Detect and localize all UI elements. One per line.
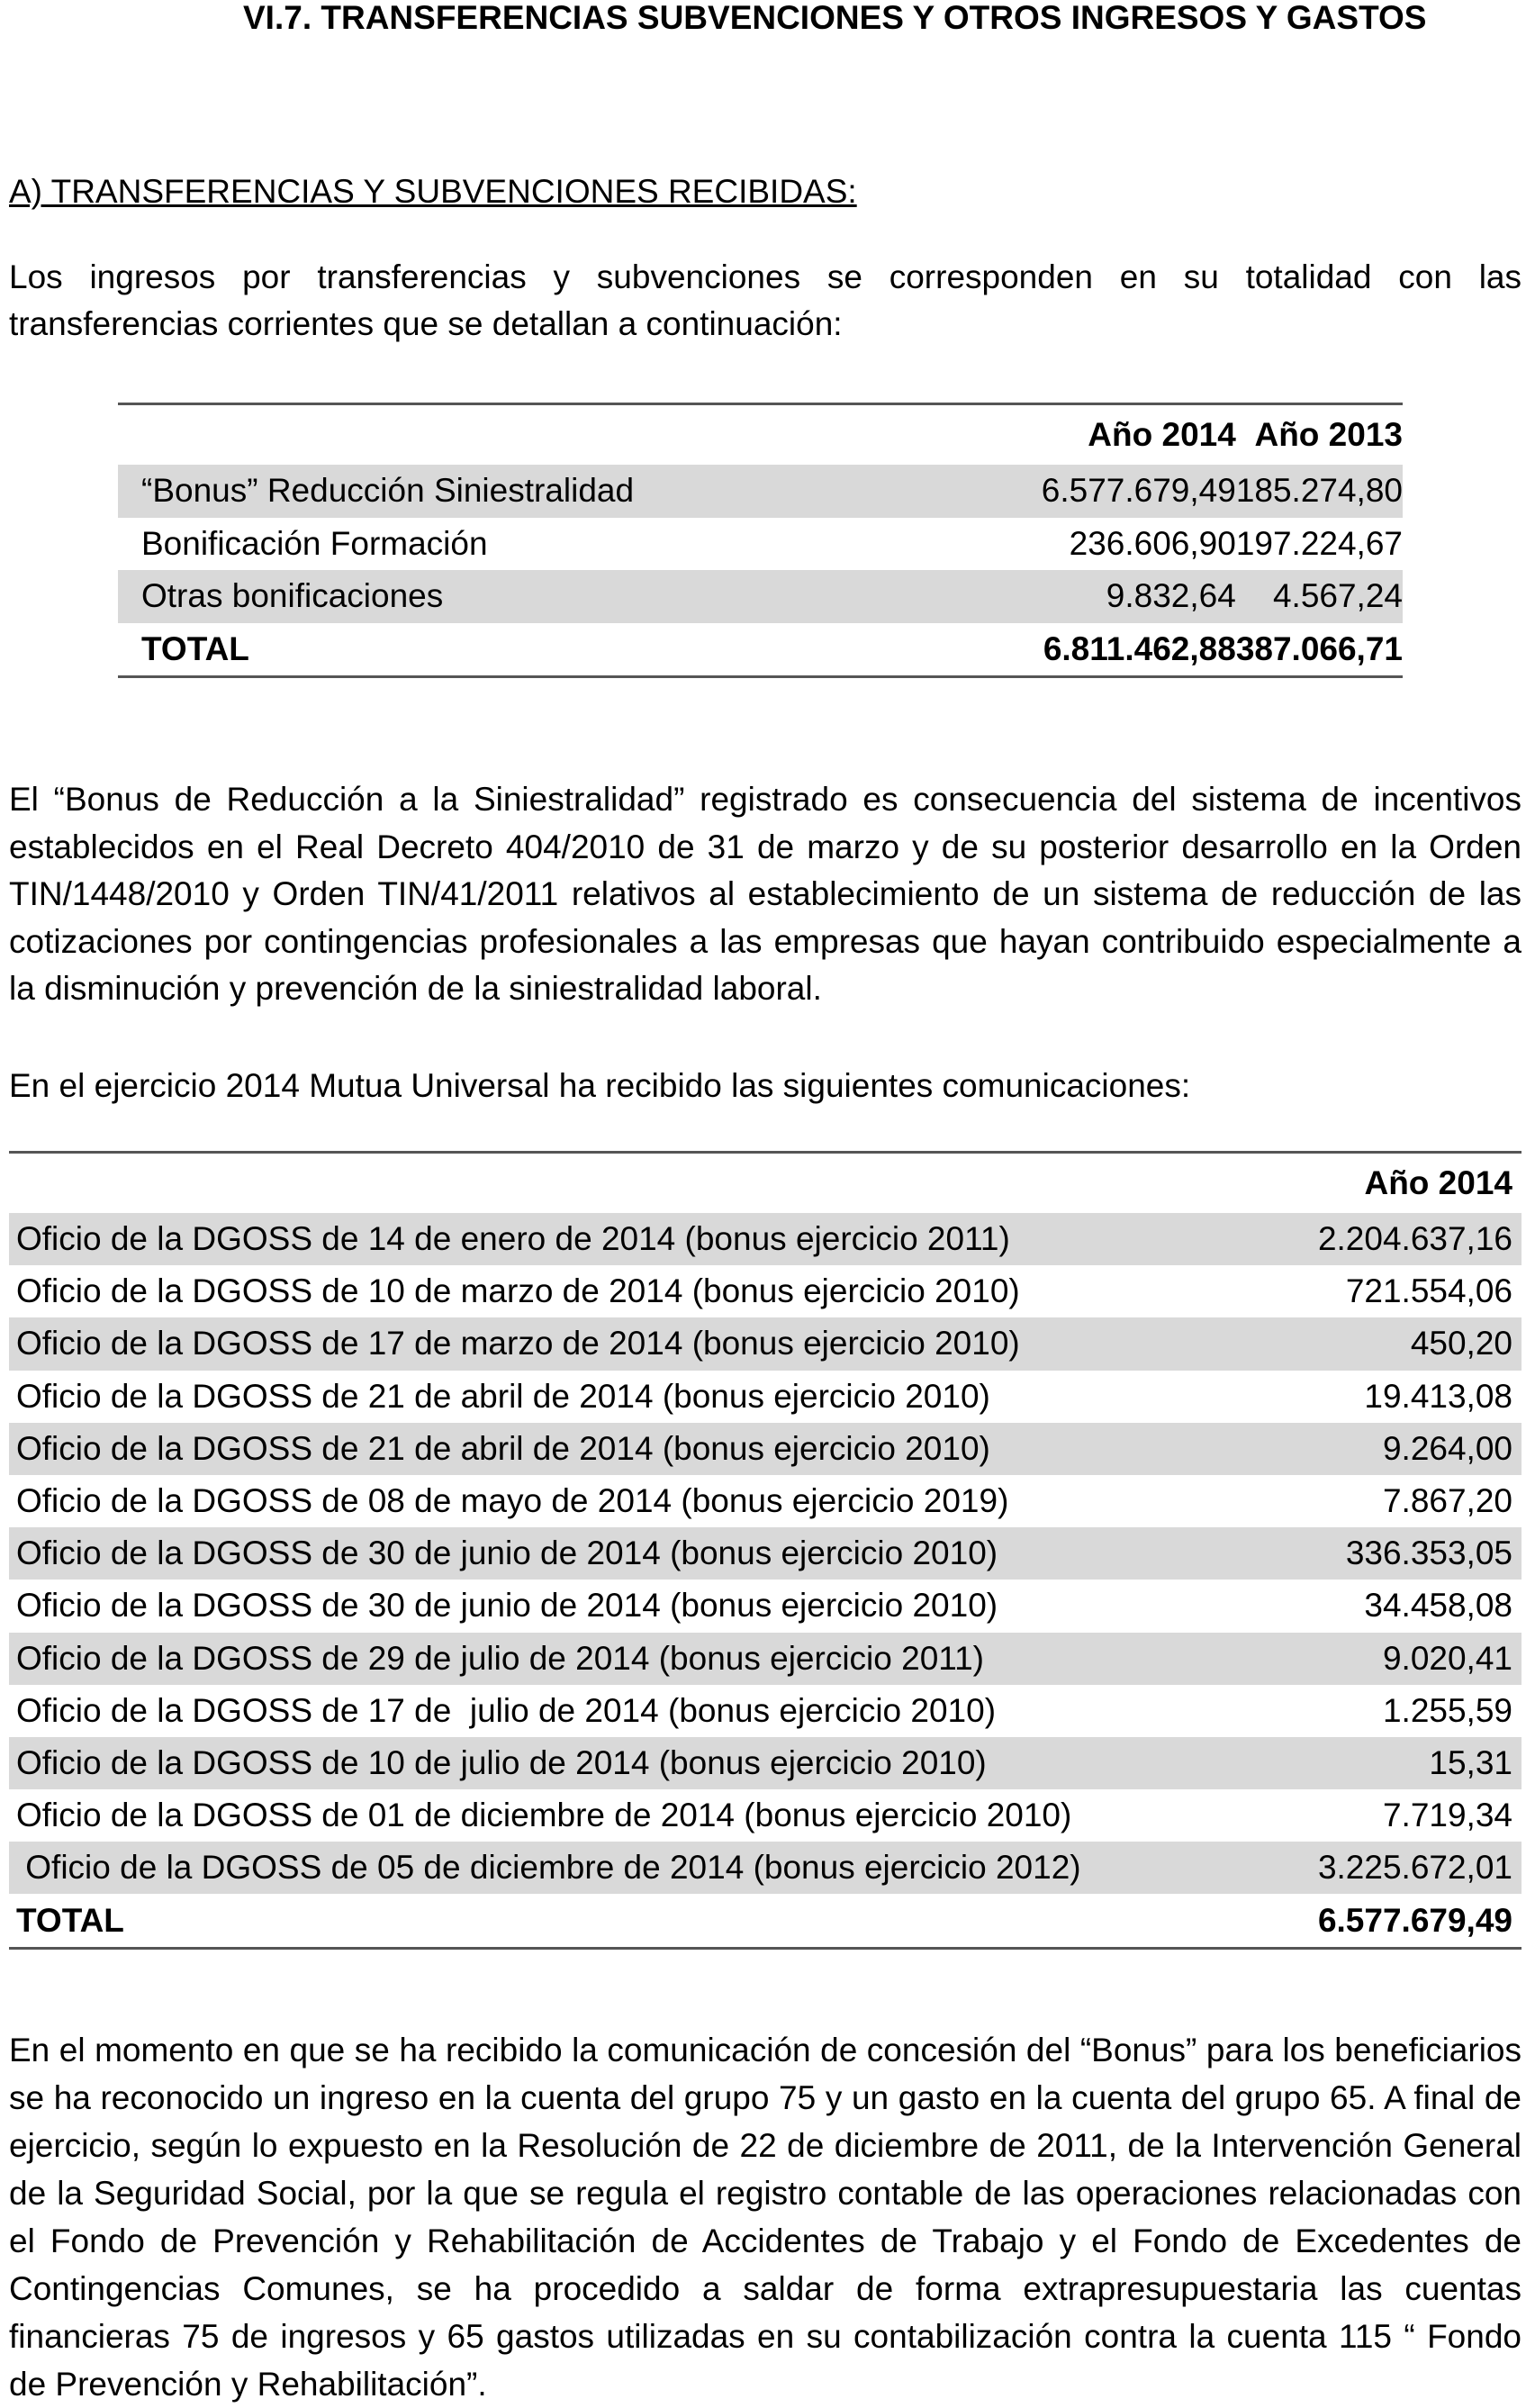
table-row xyxy=(9,1842,1521,1894)
row-value: 9.264,00 xyxy=(1280,1423,1521,1475)
table-row xyxy=(118,570,1403,623)
table-row xyxy=(9,1475,1521,1527)
row-label: Oficio de la DGOSS de 30 de junio de 2014 (bonus ejercicio 2010) xyxy=(9,1527,1280,1580)
total-label: TOTAL xyxy=(9,1894,1280,1948)
table-row xyxy=(9,1265,1521,1317)
transfers-table xyxy=(118,403,1403,678)
col-header-2014: Año 2014 xyxy=(1280,1153,1521,1214)
row-label: Oficio de la DGOSS de 01 de diciembre de 2014 (bonus ejercicio 2010) xyxy=(16,1797,1072,1834)
row-value: 15,31 xyxy=(1280,1737,1521,1789)
row-label: Bonificación Formación xyxy=(141,524,488,562)
row-label: “Bonus” Reducción Siniestralidad xyxy=(118,465,1042,518)
row-value: 3.225.672,01 xyxy=(1280,1842,1521,1894)
value-2014: 236.606,90 xyxy=(1069,524,1236,562)
table-row xyxy=(9,1789,1521,1842)
row-label: Oficio de la DGOSS de 10 de marzo de 2014 (bonus ejercicio 2010) xyxy=(16,1272,1020,1310)
row-value: 9.020,41 xyxy=(1280,1633,1521,1685)
page-title: VI.7. TRANSFERENCIAS SUBVENCIONES Y OTROS INGRESOS Y GASTOS xyxy=(243,0,1427,36)
total-row xyxy=(118,623,1403,677)
value-2013: 185.274,80 xyxy=(1236,465,1403,518)
accounting-paragraph: En el momento en que se ha recibido la comunicación de concesión del “Bonus” para los beneficiarios se ha reconocido un ingreso en la cuenta del grupo 75 y un gasto en la cuenta del grupo 65. A final de ejercicio, según lo expuesto en la Resolución de 22 de diciembre de 2011, de la Intervención General de la Seguridad Social, por la que se regula el registro contable de las operaciones relacionadas con el Fondo de Prevención y Rehabilitación de Accidentes de Trabajo y el Fondo de Excedentes de Contingencias Comunes, se ha procedido a saldar de forma extrapresupuestaria las cuentas financieras 75 de ingresos y 65 gastos utilizadas en su contabilización contra la cuenta 115 “ Fondo de Prevención y Rehabilitación”. xyxy=(9,2032,1521,2403)
row-value: 450,20 xyxy=(1280,1317,1521,1370)
table-row xyxy=(9,1423,1521,1475)
row-value: 2.204.637,16 xyxy=(1280,1213,1521,1265)
table-row xyxy=(9,1633,1521,1685)
row-label: Oficio de la DGOSS de 21 de abril de 2014 (bonus ejercicio 2010) xyxy=(16,1377,990,1415)
row-label: Oficio de la DGOSS de 17 de marzo de 2014 (bonus ejercicio 2010) xyxy=(9,1317,1280,1370)
row-value: 7.867,20 xyxy=(1382,1482,1512,1520)
table-row xyxy=(9,1371,1521,1423)
table-row xyxy=(9,1685,1521,1737)
total-row xyxy=(9,1894,1521,1948)
table-row xyxy=(9,1737,1521,1789)
table-header-row xyxy=(118,404,1403,466)
col-header-2013: Año 2013 xyxy=(1236,404,1403,466)
value-2014: 9.832,64 xyxy=(1042,570,1236,623)
row-label: Oficio de la DGOSS de 29 de julio de 2014 (bonus ejercicio 2011) xyxy=(9,1633,1280,1685)
row-label: Otras bonificaciones xyxy=(118,570,1042,623)
value-2013: 197.224,67 xyxy=(1235,524,1403,562)
row-label: Oficio de la DGOSS de 08 de mayo de 2014 (bonus ejercicio 2019) xyxy=(16,1482,1009,1520)
row-label: Oficio de la DGOSS de 05 de diciembre de 2014 (bonus ejercicio 2012) xyxy=(9,1842,1280,1894)
communications-paragraph: En el ejercicio 2014 Mutua Universal ha recibido las siguientes comunicaciones: xyxy=(9,1067,1191,1104)
table-row xyxy=(9,1580,1521,1632)
row-label: Oficio de la DGOSS de 30 de junio de 2014 (bonus ejercicio 2010) xyxy=(16,1587,998,1625)
row-label: Oficio de la DGOSS de 10 de julio de 2014 (bonus ejercicio 2010) xyxy=(9,1737,1280,1789)
intro-paragraph: Los ingresos por transferencias y subvenciones se corresponden en su totalidad con las transferencias corrientes que se detallan a continuación: xyxy=(9,258,1521,342)
row-value: 336.353,05 xyxy=(1280,1527,1521,1580)
table-header-row xyxy=(9,1153,1521,1214)
total-2013: 387.066,71 xyxy=(1236,623,1403,677)
row-label: Oficio de la DGOSS de 17 de julio de 2014 (bonus ejercicio 2010) xyxy=(16,1691,997,1729)
table-row xyxy=(9,1527,1521,1580)
row-value: 7.719,34 xyxy=(1382,1797,1512,1834)
table-row xyxy=(9,1213,1521,1265)
row-value: 34.458,08 xyxy=(1364,1587,1512,1625)
col-header-2014: Año 2014 xyxy=(1042,404,1236,466)
row-value: 1.255,59 xyxy=(1382,1691,1512,1729)
row-value: 19.413,08 xyxy=(1364,1377,1512,1415)
table-row xyxy=(118,465,1403,518)
section-heading: A) TRANSFERENCIAS Y SUBVENCIONES RECIBIDAS: xyxy=(9,173,857,210)
bonus-paragraph: El “Bonus de Reducción a la Siniestralidad” registrado es consecuencia del sistema de incentivos establecidos en el Real Decreto 404/2010 de 31 de marzo y de su posterior desarrollo en la Orden TIN/1448/2010 y Orden TIN/41/2011 relativos al establecimiento de un sistema de reducción de las cotizaciones por contingencias profesionales a las empresas que hayan contribuido especialmente a la disminución y prevención de la siniestralidad laboral. xyxy=(9,781,1521,1007)
communications-table xyxy=(9,1151,1521,1950)
value-2013: 4.567,24 xyxy=(1236,570,1403,623)
value-2014: 6.577.679,49 xyxy=(1042,465,1236,518)
row-label: Oficio de la DGOSS de 21 de abril de 2014 (bonus ejercicio 2010) xyxy=(9,1423,1280,1475)
table-row xyxy=(9,1317,1521,1370)
total-value: 6.577.679,49 xyxy=(1280,1894,1521,1948)
row-label: Oficio de la DGOSS de 14 de enero de 2014 (bonus ejercicio 2011) xyxy=(9,1213,1280,1265)
row-value: 721.554,06 xyxy=(1345,1272,1512,1310)
table-row xyxy=(118,518,1403,571)
total-2014: 6.811.462,88 xyxy=(1042,623,1236,677)
total-label: TOTAL xyxy=(118,623,1042,677)
